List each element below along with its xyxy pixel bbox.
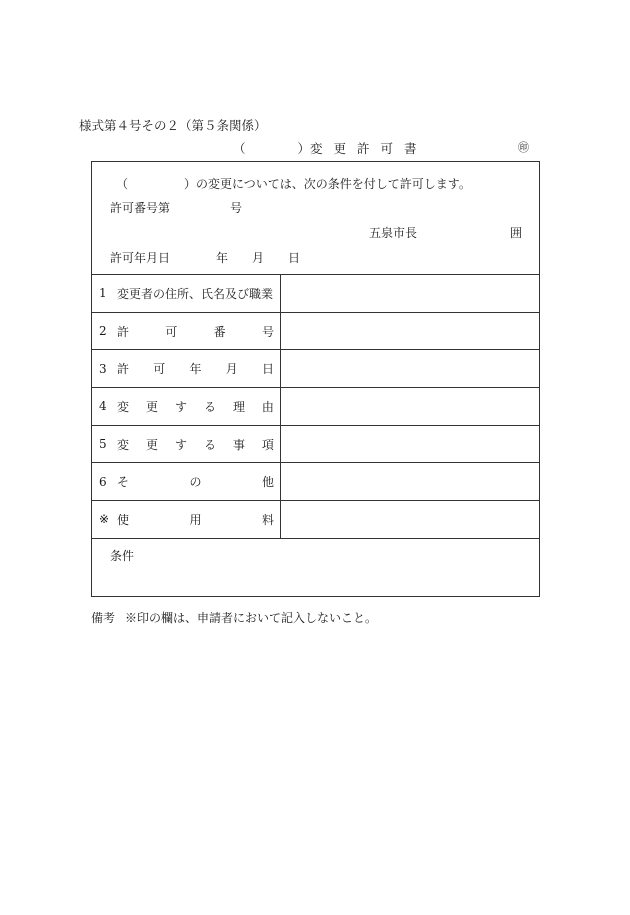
row-label-char: 由 (261, 399, 274, 414)
intro-text: の変更については、次の条件を付して許可します。 (196, 177, 471, 191)
form-rows (92, 274, 539, 538)
row-label-char: 番 (213, 324, 226, 339)
remark-label: 備考 (91, 611, 116, 625)
row-label-char: る (203, 399, 216, 414)
row-value-cell[interactable] (281, 313, 539, 350)
row-label (92, 426, 281, 463)
row-number: 6 (99, 474, 107, 489)
row-value-cell[interactable] (281, 275, 539, 312)
row-label-char: 更 (145, 399, 158, 414)
row-label-char: 更 (145, 437, 158, 452)
row-label-text (117, 511, 274, 528)
conditions-section (92, 538, 539, 596)
row-number: 3 (99, 361, 107, 376)
row-label (92, 388, 281, 425)
row-value-cell[interactable] (281, 350, 539, 387)
table-row (92, 312, 539, 350)
table-row (92, 462, 539, 500)
row-label (92, 350, 281, 387)
permit-date-day: 日 (288, 251, 301, 265)
row-label-char: る (203, 437, 216, 452)
row-label-char: 用 (189, 512, 202, 527)
row-label-text (117, 285, 274, 302)
remark-text: ※印の欄は、申請者において記入しないこと。 (125, 611, 378, 625)
row-label-char: 月 (225, 362, 238, 377)
table-row (92, 274, 539, 312)
table-row (92, 387, 539, 425)
row-number: 4 (99, 399, 107, 414)
row-label-char: 可 (165, 324, 178, 339)
row-number: 1 (99, 286, 107, 301)
permit-number-prefix: 許可番号第 (110, 201, 171, 215)
row-label-char: 項 (261, 437, 274, 452)
row-label-char: 許 (117, 324, 130, 339)
table-row (92, 500, 539, 538)
row-label-char: す (174, 399, 187, 414)
row-value-cell[interactable] (281, 388, 539, 425)
row-label-char: 変 (117, 437, 130, 452)
row-label-char: 年 (189, 362, 202, 377)
title-paren-close: ） (297, 141, 311, 156)
intro-paren-close: ） (184, 177, 197, 191)
seal-mark-icon: ㊞ (518, 141, 529, 154)
row-label-char: 理 (232, 399, 245, 414)
row-label-char: 可 (153, 362, 166, 377)
row-label-char: 変 (117, 399, 130, 414)
row-label-char: の (189, 475, 202, 490)
row-label-text (117, 436, 274, 453)
intro-paren-open: （ (116, 177, 129, 191)
intro-statement (116, 175, 471, 192)
permit-form-frame (91, 161, 540, 597)
permit-number-line (110, 199, 242, 216)
row-label-char: 料 (261, 512, 274, 527)
document-title (233, 139, 428, 157)
row-label-char: 許 (117, 362, 130, 377)
mayor-name: 五泉市長 (369, 226, 418, 240)
row-label-text (117, 323, 274, 340)
permit-date-year: 年 (216, 251, 229, 265)
row-label-text (117, 360, 274, 377)
permit-number-suffix: 号 (230, 201, 243, 215)
row-label-char: 日 (261, 362, 274, 377)
title-text: 変更許可書 (310, 141, 428, 156)
title-paren-open: （ (233, 141, 246, 156)
table-row (92, 349, 539, 387)
permit-date-line (110, 249, 300, 266)
row-number: ※ (99, 512, 110, 527)
row-number: 5 (99, 437, 107, 452)
row-label-text (117, 398, 274, 415)
row-label (92, 463, 281, 500)
row-label-char: 変更者の住所、氏名及び職業 (117, 286, 274, 301)
table-row (92, 425, 539, 463)
row-label-char: 事 (232, 437, 245, 452)
conditions-label: 条件 (110, 549, 135, 563)
permit-date-month: 月 (252, 251, 265, 265)
permit-date-label: 許可年月日 (110, 251, 171, 265)
row-value-cell[interactable] (281, 463, 539, 500)
row-label (92, 275, 281, 312)
row-label-char: そ (117, 475, 130, 490)
row-label-char: す (174, 437, 187, 452)
row-value-cell[interactable] (281, 426, 539, 463)
remark-note (91, 609, 377, 626)
row-value-cell[interactable] (281, 501, 539, 538)
row-label-char: 使 (117, 512, 130, 527)
row-number: 2 (99, 324, 107, 339)
row-label-char: 号 (261, 324, 274, 339)
row-label (92, 501, 281, 538)
row-label-char: 他 (261, 475, 274, 490)
mayor-seal-icon: 囲 (510, 226, 523, 240)
row-label (92, 313, 281, 350)
row-label-text (117, 473, 274, 490)
form-number-label: 様式第４号その２（第５条関係） (79, 118, 267, 133)
